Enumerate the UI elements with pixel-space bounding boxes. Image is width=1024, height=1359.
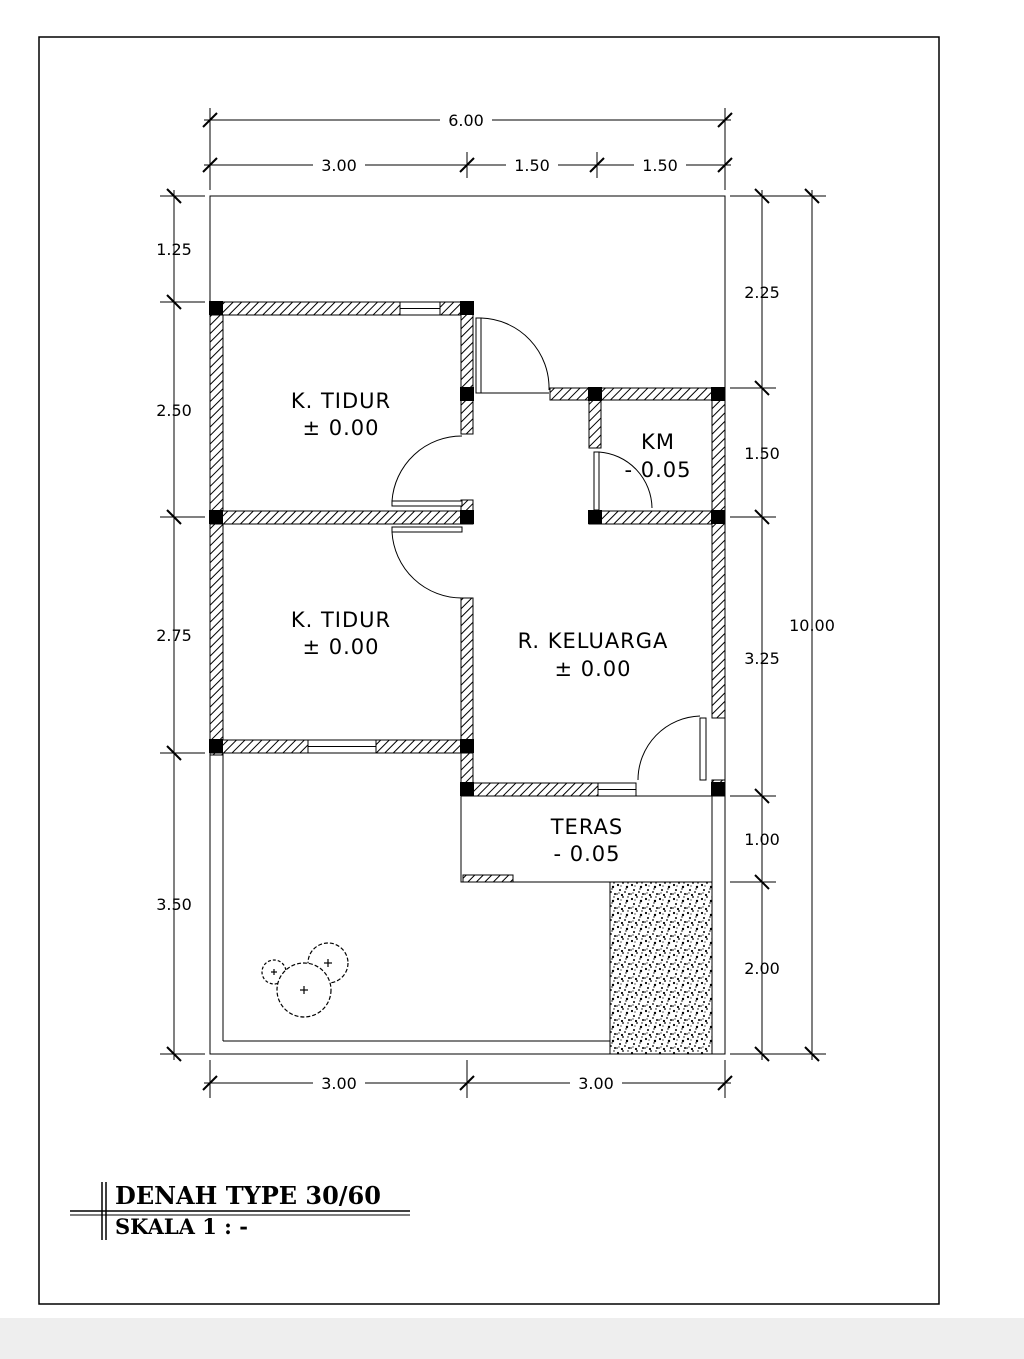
- wall: [461, 598, 473, 796]
- door-leaf: [594, 452, 599, 510]
- room-level-bedroom2: ± 0.00: [302, 635, 380, 659]
- gravel-driveway: [610, 882, 712, 1054]
- door-swing: [392, 532, 462, 598]
- room-level-bathroom: - 0.05: [624, 458, 692, 482]
- room-name-family: R. KELUARGA: [517, 629, 669, 653]
- door-leaf: [392, 527, 462, 532]
- drawing-scale: SKALA 1 : -: [115, 1214, 248, 1239]
- dim-top-seg1: 3.00: [321, 156, 357, 175]
- doors: [392, 318, 706, 780]
- dim-right-seg2: 1.50: [744, 444, 780, 463]
- column: [460, 510, 474, 524]
- terrace-floor: [461, 796, 712, 882]
- room-level-bedroom1: ± 0.00: [302, 416, 380, 440]
- dim-right-overall: 10.00: [789, 616, 835, 635]
- door-leaf: [476, 318, 481, 393]
- dim-right-seg5: 2.00: [744, 959, 780, 978]
- dim-top-seg3: 1.50: [642, 156, 678, 175]
- room-level-terrace: - 0.05: [553, 842, 621, 866]
- wall: [461, 302, 473, 434]
- dimension-lines: [160, 108, 826, 1098]
- dim-right-seg1: 2.25: [744, 283, 780, 302]
- room-name-bedroom2: K. TIDUR: [290, 608, 392, 632]
- wall: [210, 511, 473, 524]
- dim-bottom-seg1: 3.00: [321, 1074, 357, 1093]
- column: [460, 301, 474, 315]
- wall: [712, 388, 725, 718]
- room-name-terrace: TERAS: [550, 815, 624, 839]
- dim-left-seg3: 2.75: [156, 626, 192, 645]
- column: [711, 510, 725, 524]
- column: [588, 510, 602, 524]
- dim-left-seg4: 3.50: [156, 895, 192, 914]
- tree-plants: [262, 943, 348, 1017]
- dim-left-seg2: 2.50: [156, 401, 192, 420]
- dim-left-seg1: 1.25: [156, 240, 192, 259]
- wall: [550, 388, 725, 400]
- door-swing: [392, 436, 462, 501]
- dim-top-overall: 6.00: [448, 111, 484, 130]
- column: [711, 782, 725, 796]
- title-block: [70, 1181, 410, 1240]
- column: [460, 782, 474, 796]
- door-leaf: [392, 501, 462, 506]
- column: [209, 739, 223, 753]
- door-swing: [638, 716, 700, 780]
- wall: [210, 302, 223, 755]
- dim-right-seg3: 3.25: [744, 649, 780, 668]
- column: [460, 387, 474, 401]
- door-swing: [481, 318, 549, 390]
- room-name-bedroom1: K. TIDUR: [290, 389, 392, 413]
- column: [209, 510, 223, 524]
- wall: [463, 875, 513, 882]
- room-name-bathroom: KM: [641, 430, 675, 454]
- wall: [589, 511, 725, 524]
- dim-right-seg4: 1.00: [744, 830, 780, 849]
- door-leaf: [700, 718, 706, 780]
- dim-bottom-seg2: 3.00: [578, 1074, 614, 1093]
- column: [209, 301, 223, 315]
- column: [711, 387, 725, 401]
- drawing-title: DENAH TYPE 30/60: [115, 1181, 381, 1210]
- column: [460, 739, 474, 753]
- column: [588, 387, 602, 401]
- dimension-labels: [156, 110, 835, 1093]
- dim-top-seg2: 1.50: [514, 156, 550, 175]
- room-level-family: ± 0.00: [554, 657, 632, 681]
